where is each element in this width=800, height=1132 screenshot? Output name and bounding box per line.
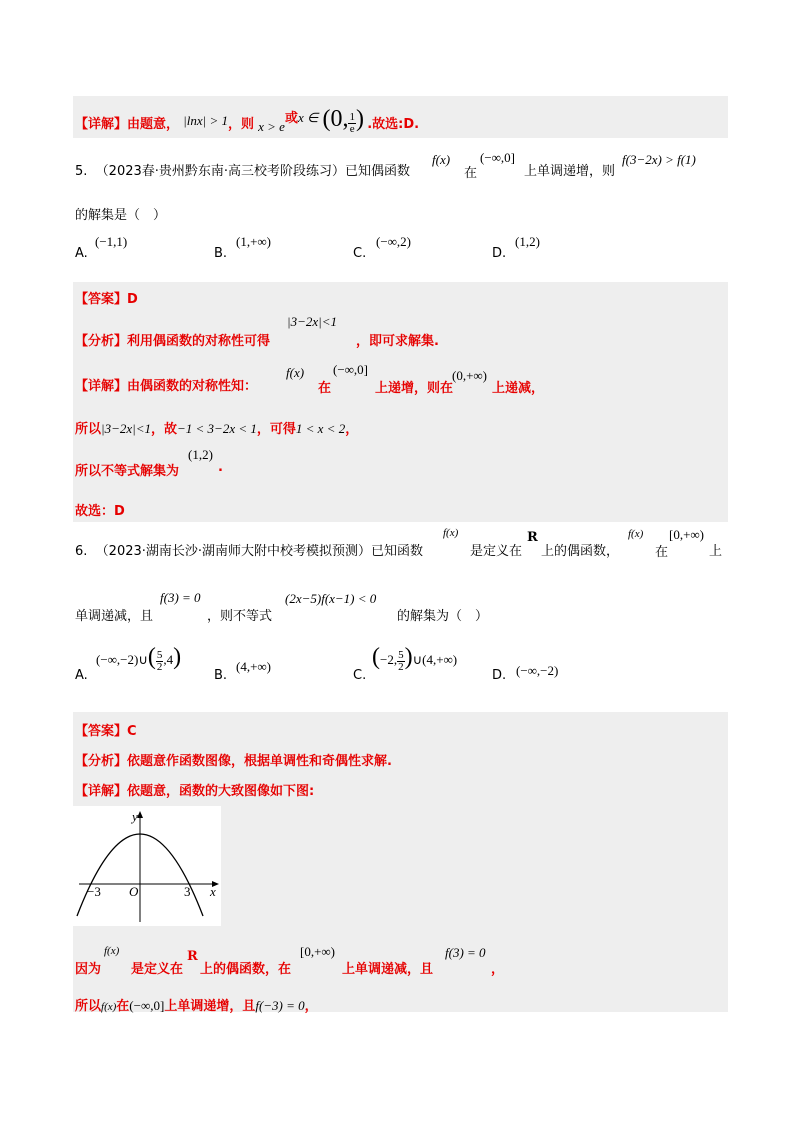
q6-stem-line2: 单调递减，且 [75, 609, 154, 624]
q6-option-a: A. [75, 668, 88, 683]
q6-option-b: B. [214, 668, 228, 683]
pos-three-label: 3 [184, 884, 191, 899]
detail-top-line: 【详解】由题意， |lnx| > 1，则 x > e或x ∈ (0, $\frac{1}{e}$ ) .故选:D. [75, 106, 420, 135]
interval-zero-one-over-e: (0, $\frac{1}{e}$ ) [322, 106, 364, 135]
x-axis-label: x [210, 884, 216, 899]
q5-number: 5. [75, 164, 88, 179]
q6-option-c: C. [353, 668, 367, 683]
q5-option-a: A. [75, 246, 88, 261]
q6-stem-line1 [75, 540, 423, 559]
q5-inequality: f(3−2x) > f(1) [622, 152, 696, 167]
q6-option-d: D. [492, 668, 507, 683]
abs-ln-condition: |lnx| > 1 [183, 113, 228, 128]
q5-stem-line1 [75, 160, 410, 179]
q5-solution-block [73, 282, 728, 522]
q6-number: 6. [75, 544, 88, 559]
q5-option-b: B. [214, 246, 228, 261]
q5-answer: 【答案】D [75, 292, 138, 307]
q6-function-graph [73, 806, 221, 926]
q5-analysis: 【分析】利用偶函数的对称性可得 [75, 334, 271, 349]
q5-option-c: C. [353, 246, 367, 261]
q6-answer: 【答案】C [75, 724, 137, 739]
q5-stem-line2: 的解集是（ ） [75, 208, 167, 223]
q5-interval: (−∞,0] [480, 150, 516, 165]
y-axis-label: y [132, 809, 138, 824]
q6-source: （2023·湖南长沙·湖南师大附中校考模拟预测）已知函数 [95, 544, 424, 559]
detail-label: 【详解】 [75, 117, 128, 132]
neg-three-label: −3 [87, 884, 101, 899]
q5-detail-line2: 所以|3−2x|<1，故−1 < 3−2x < 1，可得1 < x < 2， [75, 421, 359, 437]
result-x-gt-e: x > e [258, 119, 285, 134]
q5-source: （2023春·贵州黔东南·高三校考阶段练习）已知偶函数 [95, 164, 411, 179]
q6-explain-line2: 所以f(x)在(−∞,0]上单调递增，且f(−3) = 0， [75, 998, 318, 1014]
q5-conclusion: 故选：D [75, 504, 125, 519]
q6-analysis: 【分析】依题意作函数图像，根据单调性和奇偶性求解. [75, 754, 392, 769]
graph-background [73, 806, 221, 926]
q6-explain-line1: 因为 [75, 962, 102, 977]
q5-detail-line1: 【详解】由偶函数的对称性知： [75, 379, 258, 394]
origin-label: O [129, 884, 139, 899]
q5-fx: f(x) [432, 152, 451, 167]
q5-option-d: D. [492, 246, 507, 261]
q5-detail-line3: 所以不等式解集为 [75, 464, 180, 479]
q6-detail: 【详解】依题意，函数的大致图像如下图: [75, 784, 315, 799]
